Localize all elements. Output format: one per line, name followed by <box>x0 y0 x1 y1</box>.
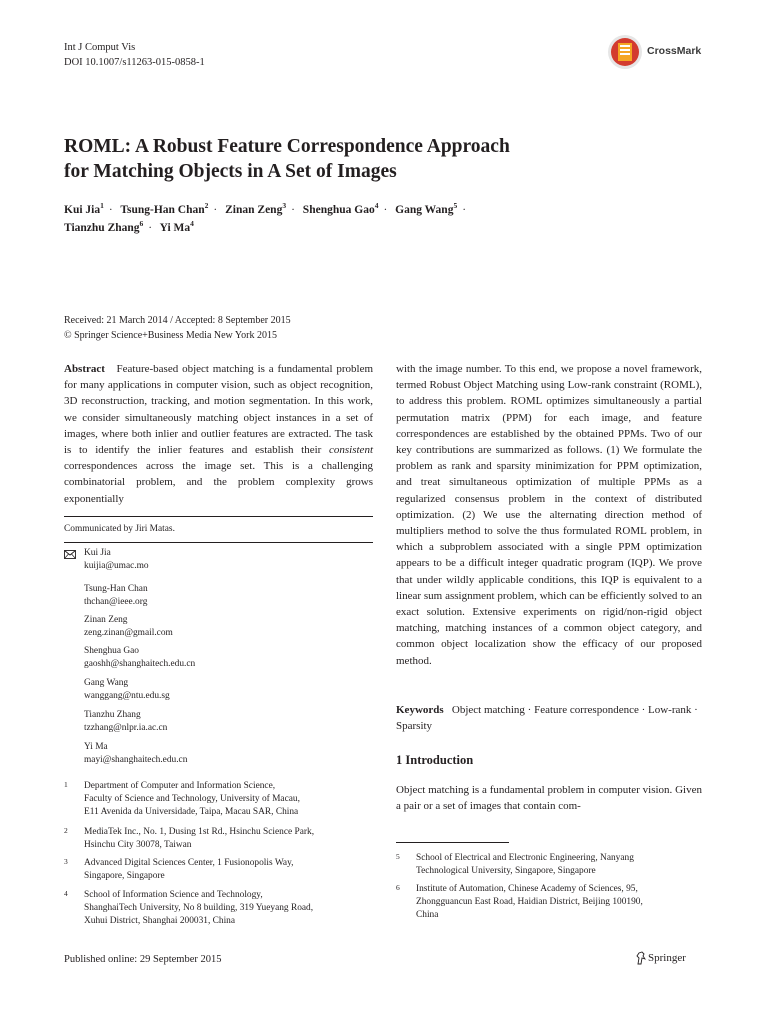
contact-email[interactable]: thchan@ieee.org <box>84 597 148 608</box>
footnote-number: 5 <box>396 852 400 861</box>
crossmark-label[interactable]: CrossMark <box>647 45 702 57</box>
author-affil-num: 3 <box>282 201 287 210</box>
contact-name: Yi Ma <box>84 742 108 752</box>
copyright: © Springer Science+Business Media New York 2015 <box>64 329 277 341</box>
author-list: Kui Jia$^1$ · Tsung-Han Chan$^2$ · Zinan Zeng$^3$ · Shenghua Gao$^4$ · Gang Wang$^5$ · Tianzhu Zhang$^6$ · Yi Ma$^4$ <box>64 201 467 234</box>
keywords-label: Keywords <box>396 704 444 716</box>
contact-entry <box>84 677 170 703</box>
contact-name: Tianzhu Zhang <box>84 710 141 720</box>
affiliation-line: Technological University, Singapore, Singapore <box>416 866 596 877</box>
affiliation-line: Advanced Digital Sciences Center, 1 Fusionopolis Way, <box>84 858 294 868</box>
abstract-emphasis: consistent <box>329 444 373 457</box>
contact-email[interactable]: zeng.zinan@gmail.com <box>84 628 173 639</box>
divider <box>64 542 373 543</box>
author-affil-num: 6 <box>139 218 144 228</box>
footnote-number: 2 <box>64 826 68 835</box>
contact-name: Gang Wang <box>84 678 129 688</box>
contact-entry <box>84 709 167 735</box>
envelope-icon <box>64 550 76 559</box>
affiliation-line: Xuhui District, Shanghai 200031, China <box>84 916 236 927</box>
affiliation-line: Zhongguancun East Road, Haidian District, Beijing 100190, <box>416 897 643 908</box>
affiliation-footnote <box>396 852 702 879</box>
affiliation-line: School of Electrical and Electronic Engineering, Nanyang <box>416 853 634 863</box>
affiliation-line: China <box>416 910 439 921</box>
affiliation-footnote <box>64 780 373 820</box>
affiliation-footnote <box>64 857 373 884</box>
footnote-number: 1 <box>64 780 68 789</box>
keywords <box>396 702 702 734</box>
title-line-1: ROML: A Robust Feature Correspondence Approach <box>64 136 510 157</box>
footnote-number: 6 <box>396 883 400 892</box>
contact-name: Zinan Zeng <box>84 615 128 625</box>
affiliation-line: MediaTek Inc., No. 1, Dusing 1st Rd., Hsinchu Science Park, <box>84 827 315 837</box>
published-online: Published online: 29 September 2015 <box>64 954 222 965</box>
affiliation-line: E11 Avenida da Universidade, Taipa, Macau SAR, China <box>84 807 299 818</box>
contact-name: Shenghua Gao <box>84 646 139 656</box>
author-affil-num: 4 <box>374 201 379 210</box>
contact-name: Kui Jia <box>84 548 111 558</box>
journal-name: Int J Comput Vis <box>64 42 136 53</box>
author-name: Tsung-Han Chan <box>120 204 205 216</box>
affiliation-footnote <box>64 826 373 853</box>
contact-entry <box>84 583 148 609</box>
section-heading-introduction: 1 Introduction <box>396 753 474 767</box>
divider <box>64 516 373 517</box>
springer-horse-icon <box>636 951 646 965</box>
paper-title <box>64 134 584 184</box>
affiliation-line: School of Information Science and Technology, <box>84 890 263 900</box>
communicated-by: Communicated by Jiri Matas. <box>64 524 175 534</box>
contact-email[interactable]: tzzhang@nlpr.ia.ac.cn <box>84 723 168 734</box>
author-affil-num: 4 <box>190 218 194 228</box>
contact-email[interactable]: mayi@shanghaitech.edu.cn <box>84 755 188 766</box>
footnote-number: 3 <box>64 857 68 866</box>
affiliation-footnote <box>64 889 373 929</box>
received-accepted: Received: 21 March 2014 / Accepted: 8 September 2015 <box>64 315 291 326</box>
crossmark-icon[interactable] <box>607 34 643 70</box>
affiliation-line: Hsinchu City 30078, Taiwan <box>84 840 192 851</box>
affiliation-line: Faculty of Science and Technology, University of Macau, <box>84 794 300 805</box>
author-name: Shenghua Gao <box>302 204 375 216</box>
abstract <box>64 361 373 507</box>
abstract-text-2: correspondences across the image set. This is a challenging combinatorial problem, and the problem complexity grows exponentially <box>64 460 373 505</box>
contact-entry <box>84 645 195 671</box>
doi[interactable]: DOI 10.1007/s11263-015-0858-1 <box>64 57 205 68</box>
author-affil-num: 2 <box>204 201 209 210</box>
author-affil-num: 1 <box>100 201 104 210</box>
contact-email[interactable]: gaoshh@shanghaitech.edu.cn <box>84 659 196 670</box>
abstract-label: Abstract <box>64 363 105 375</box>
author-name: Zinan Zeng <box>225 204 283 216</box>
affiliation-line: ShanghaiTech University, No 8 building, 319 Yueyang Road, <box>84 903 314 914</box>
dates-block <box>64 314 291 343</box>
affiliation-line: Singapore, Singapore <box>84 871 165 882</box>
contact-entry <box>84 741 187 767</box>
affiliation-footnote <box>396 883 702 923</box>
contact-email[interactable]: kuijia@umac.mo <box>84 561 149 572</box>
author-name: Yi Ma <box>159 221 191 234</box>
abstract-text-1: Feature-based object matching is a fundamental problem for many applications in computer vision, such as object recognition, 3D reconstruction, tracking, and motion segmentation. In this work, we consider simultaneously matching object instances in a set of images, where both inlier and outlier features are extracted. The task is to identify the inlier features and establish their <box>64 363 374 457</box>
keywords-text: Object matching · Feature correspondence · Low-rank · Sparsity <box>396 704 698 733</box>
affiliation-line: Department of Computer and Information Science, <box>84 781 276 791</box>
affiliation-line: Institute of Automation, Chinese Academy of Sciences, 95, <box>416 884 638 894</box>
introduction-text: Object matching is a fundamental problem in computer vision. Given a pair or a set of images that contain com- <box>396 784 702 813</box>
author-name: Tianzhu Zhang <box>64 221 140 234</box>
contact-email[interactable]: wanggang@ntu.edu.sg <box>84 691 170 702</box>
contact-entry <box>84 547 149 573</box>
abstract-continued: with the image number. To this end, we propose a novel framework, termed Robust Object Matching using Low-rank constraint (ROML), to address this problem. ROML optimizes simultaneously a partial permutation matrix (PPM) for each image, and feature correspondences are established by the obtained PPMs. Two of our key contributions are summarized as follows. (1) We formulate the problem as rank and sparsity minimization for PPM optimization, and treat simultaneous optimization of multiple PPMs as a regularized consensus problem in the context of distributed optimization. (2) We use the alternating direction method of multipliers method to solve the thus formulated ROML problem, in which a subproblem associated with a single PPM optimization appears to be a difficult integer quadratic program (IQP). We prove that under wildly applicable conditions, this IQP is equivalent to a linear sum assignment problem, which can be efficiently solved to an exact solution. Extensive experiments on rigid/non-rigid object matching, matching instances of a common object category, and common object localization show the efficacy of our proposed method. <box>396 363 702 667</box>
author-name: Gang Wang <box>395 204 454 216</box>
title-line-2: for Matching Objects in A Set of Images <box>64 161 397 182</box>
author-name: Kui Jia <box>64 204 101 216</box>
springer-logo-text: Springer <box>648 952 686 964</box>
footnote-number: 4 <box>64 889 68 898</box>
contact-entry <box>84 614 173 640</box>
footnote-divider <box>396 842 509 843</box>
contact-name: Tsung-Han Chan <box>84 584 148 594</box>
author-affil-num: 5 <box>453 201 458 210</box>
